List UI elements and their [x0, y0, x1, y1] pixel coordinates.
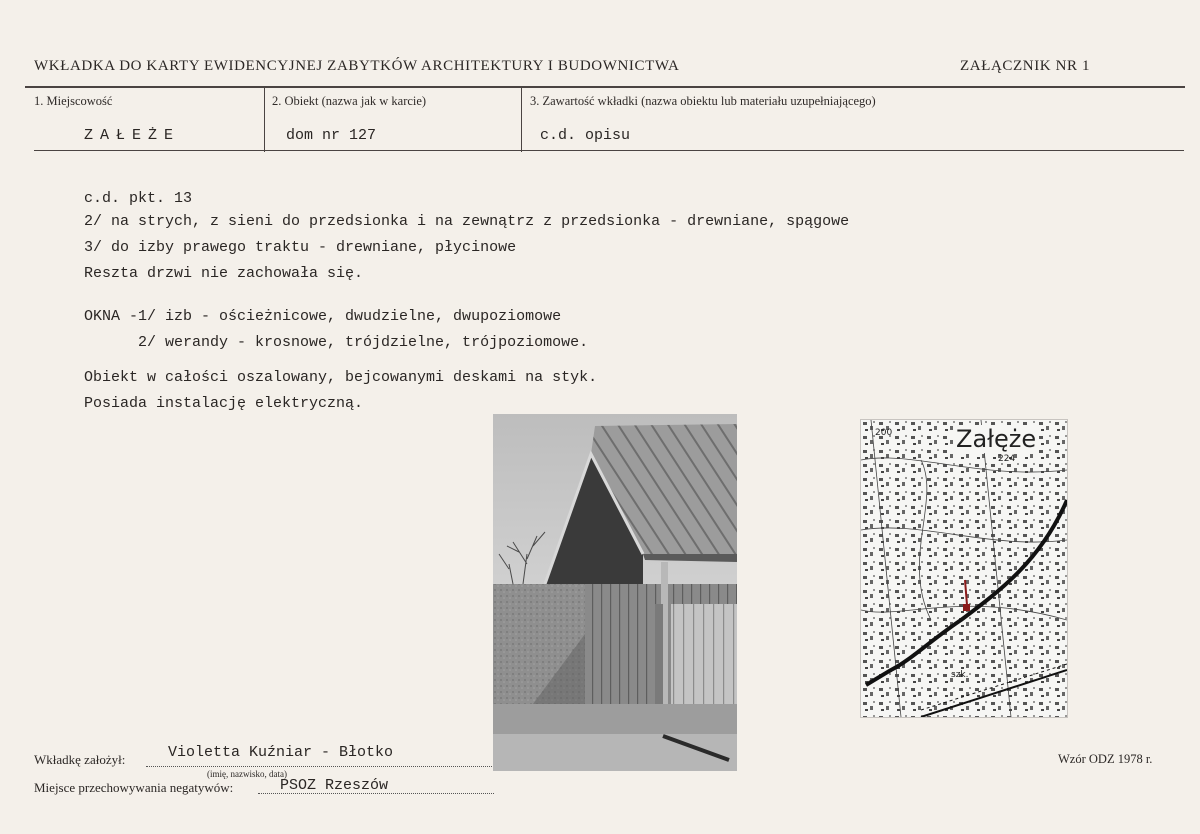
map-elevation: 224 — [998, 454, 1016, 464]
map-title: Załęże — [953, 425, 1039, 453]
storage-value: PSOZ Rzeszów — [280, 777, 389, 794]
locality-label: 1. Miejscowość — [34, 94, 113, 108]
content-value: c.d. opisu — [540, 127, 631, 144]
body-line-4: Reszta drzwi nie zachowała się. — [84, 265, 364, 282]
body-line-6: 2/ werandy - krosnowe, trójdzielne, trójpoziomowe. — [84, 334, 589, 351]
founder-label: Wkładkę założył: — [34, 752, 126, 767]
card-title: WKŁADKA DO KARTY EWIDENCYJNEJ ZABYTKÓW ARCHITEKTURY I BUDOWNICTWA — [34, 58, 680, 74]
body-line-8: Posiada instalację elektryczną. — [84, 395, 364, 412]
locality-value: ZAŁEŻE — [84, 127, 181, 144]
object-value: dom nr 127 — [286, 127, 377, 144]
founder-value: Violetta Kuźniar - Błotko — [168, 744, 394, 761]
founder-dotted-line — [146, 766, 492, 767]
fields-rule — [34, 150, 1184, 151]
content-label: 3. Zawartość wkładki (nazwa obiektu lub materiału uzupełniającego) — [530, 94, 876, 108]
house-photo-drawing — [493, 414, 737, 771]
location-map — [860, 419, 1068, 718]
map-label-200: 200 — [875, 428, 893, 438]
column-divider-1 — [264, 88, 265, 152]
column-divider-2 — [521, 88, 522, 152]
map-label-szk: szk. — [951, 670, 969, 680]
header-rule — [25, 86, 1185, 88]
house-photo — [493, 414, 737, 771]
body-line-5: OKNA -1/ izb - ościeżnicowe, dwudzielne, dwupoziomowe — [84, 308, 562, 325]
founder-hint: (imię, nazwisko, data) — [207, 769, 287, 779]
storage-label: Miejsce przechowywania negatywów: — [34, 780, 234, 795]
annex-number: ZAŁĄCZNIK NR 1 — [960, 58, 1091, 74]
form-version: Wzór ODZ 1978 r. — [1058, 752, 1153, 766]
body-line-2: 2/ na strych, z sieni do przedsionka i na zewnątrz z przedsionka - drewniane, spągowe — [84, 213, 850, 230]
body-line-1: c.d. pkt. 13 — [84, 190, 193, 207]
body-line-3: 3/ do izby prawego traktu - drewniane, płycinowe — [84, 239, 517, 256]
body-line-7: Obiekt w całości oszalowany, bejcowanymi deskami na styk. — [84, 369, 598, 386]
object-label: 2. Obiekt (nazwa jak w karcie) — [272, 94, 427, 108]
